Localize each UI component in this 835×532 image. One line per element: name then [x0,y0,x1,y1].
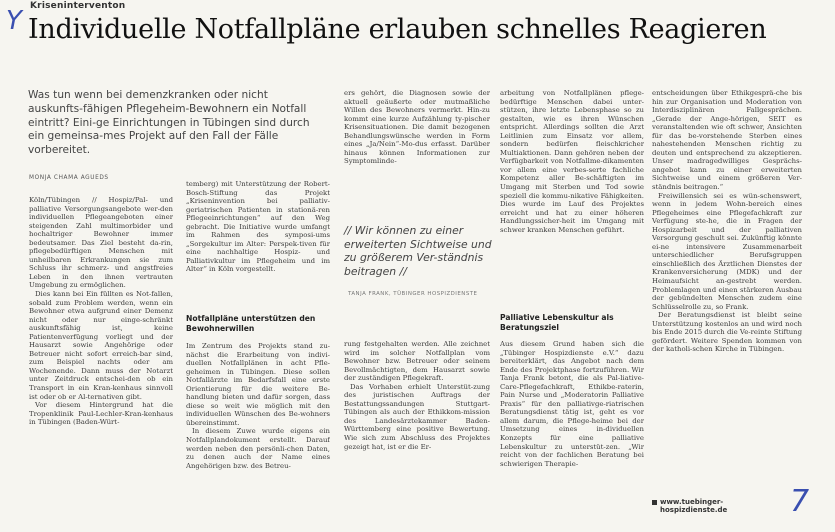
subheading-notfallplaene: Notfallpläne unterstützen den Bewohnerwillen [186,314,316,333]
paragraph: Aus diesem Grund haben sich die „Tübinger Hospizdienste e.V.“ dazu bereiterklärt, das Angebot nach dem Ende des Projektphase fortzuführen. Wir Tanja Frank betont, die als Pal-liative-Care-Pflegefachkraft, Ethikbe-raterin, Pain Nurse und „Moderatorin Palliative Praxis“ für den palliativge-riatrischen Beratungsdienst tätig ist, geht es vor allem darum, die Pflege-heime bei der Umsetzung eines in-dividuellen Konzepts für eine palliative Lebenskultur zu unterstüt-zen. „Wir reicht von der fachlichen Beratung bei schwierigen Therapie- [500,340,644,468]
bullet-square-icon [652,500,657,505]
paragraph: Vor diesem Hintergrund hat die Tropenklinik Paul-Lechler-Kran-kenhaus in Tübingen (Baden-Würt- [29,401,173,427]
paragraph: entscheidungen über Ethikgesprä-che bis hin zur Organisation und Moderation von Interdisziplinären Fallgesprächen. „Gerade der Ange-hörigen, SEIT es veranstaltenden wie oft schwer, Ansichten für das be-vorstehende Sterben eines nahestehenden Menschen richtig zu deuten und entsprechend zu akzeptieren. Unser madragedwilliges Gesprächs-angebot kann zu einer erweiterten Sichtweise und einem größeren Ver-ständnis beitragen.“ [652,89,802,192]
column-4a [500,89,644,303]
paragraph: Köln/Tübingen // Hospiz/Pal- und palliative Versorgungsangebote wer-den individuellen Pflegeangeboten einer steigenden Zahl multimorbider und hochaltriger Bewohner immer bedeutsamer. Das Ziel besteht da-rin, pflegebedürftigen Menschen mit unheilbaren Erkrankungen sie zum Schluss ihr schmerz- und angstfreies Leben in den ihnen vertrauten Umgebung zu ermöglichen. [29,196,173,290]
paragraph: rung festgehalten werden. Alle zeichnet wird im solcher Notfallplan vom Bewohner bzw. Betreuer oder seinem Bevollmächtigten, dem Hausarzt sowie der zuständigen Pflegekraft. [344,340,490,383]
column-3b [344,340,490,528]
paragraph: Im Zentrum des Projekts stand zu-nächst die Erarbeitung von indivi-duellen Notfallplänen in acht Pfle-geheimen in Tübingen. Diese sollen Notfallärzte im Bedarfsfall eine erste Orientierung für die weitere Be-handlung bieten und dafür sorgen, dass diese so weit wie möglich mit den individuellen Wünschen des Be-wohners übereinstimmt. [186,342,330,427]
paragraph: Der Beratungsdienst ist bleibt seine Unterstützung kostenlos an und wird noch bis Ende 2015 durch die Ve-reinte Stiftung gefördert. Weitere Spenden kommen von der katholi-schen Kirche in Tübingen. [652,311,802,354]
paragraph: arbeitung von Notfallplänen pflege-bedürftige Menschen dabei unter-stützen, ihre letzte Lebensphase so zu gestalten, wie es ihren Wünschen entspricht. Allerdings sollten die Arzt Leitlinien zum Einsatz vor allem, sondern bedürfen fleischkricher Multiaktionen. Dann gehören neben der Verfügbarkeit von Notfallme-dikamenten vor allem eine verbes-serte fachliche Kompetenz aller Be-schäftigten im Umgang mit Sterben und Tod sowie speziell die kommu-nikative Fähigkeiten. Dies wurde im Lauf des Projektes erreicht und hat zu einer höheren Handlungssicher-heit im Umgang mit schwer kranken Menschen geführt. [500,89,644,234]
article-lead: Was tun wenn bei demenzkranken oder nicht auskunfts-fähigen Pflegeheim-Bewohnern ein Notfall eintritt? Eini-ge Einrichtungen in Tübingen sind durch ein gemeinsa-mes Projekt auf den Fall der Fälle vorbereitet. [28,89,310,157]
page-number: 7 [790,484,810,519]
paragraph: Dies kann bei Ein füllten es Not-fallen, sobald zum Problem werden, wenn ein Bewohner etwa aufgrund einer Demenz nicht oder nur einge-schränkt auskunftsfähig ist, keine Patientenverfügung vorliegt und der Hausarzt sowie Angehörige oder Betreuer nicht sofort erreich-bar sind, zum Beispiel nachts oder am Wochenende. Dann muss der Notarzt unter Zeitdruck entschei-den ob ein Transport in ein Kran-kenhaus sinnvoll ist oder ob er Al-ternativen gibt. [29,290,173,401]
column-3a [344,89,490,199]
paragraph: ers gehört, die Diagnosen sowie der aktuell geäußerte oder mutmaßliche Willen des Bewohners vermerkt. Hin-zu kommt eine kurze Aufzählung ty-pischer Krisensituationen. Die damit bezogenen Behandlungswünsche werden in Form eines „Ja/Nein“-Mo-dus erfasst. Darüber hinaus können Informationen zur Symptomlinde- [344,89,490,166]
quote-author: TANJA FRANK, TÜBINGER HOSPIZDIENSTE [348,291,478,297]
column-4b [500,340,644,528]
article-headline: Individuelle Notfallpläne erlauben schnelles Reagieren [28,14,767,45]
pull-quote: // Wir können zu einer erweiterten Sichtweise und zu größerem Ver-ständnis beitragen // [344,224,492,278]
column-2b [186,342,330,528]
paragraph: In diesem Zuwe wurde eigens ein Notfallplandokument erstellt. Darauf werden neben den persönli-chen Daten, zu denen auch der Name eines Angehörigen bzw. des Betreu- [186,427,330,470]
section-mark-icon: Y [6,6,22,36]
paragraph: Freiwillensich sei es wün-schenswert, wenn in jedem Wohn-bereich eines Pflegeheimes eine Pflegefachkraft zur Verfügung ste-he, die in Fragen der Hospizarbeit und der palliativen Versorgung geschult sei. Zukünftig könnte ei-ne intensivere Zusammenarbeit unterschiedlicher Berufsgruppen einschließlich des Ärztlichen Dienstes der Krankenversicherung (MDK) und der Heimaufsicht an-gestrebt werden. Problemlagen und einen stärkeren Ausbau der gebündelten Menschen zudem eine Schlüsselrolle zu, so Frank. [652,191,802,311]
column-1 [29,196,173,526]
footer-url: www.tuebinger-hospizdienste.de [660,498,728,514]
column-5 [652,89,802,493]
subheading-palliative: Palliative Lebenskultur als Beratungsziel [500,313,614,332]
paragraph: Das Vorhaben erhielt Unterstüt-zung des juristischen Auftrags der Bestattungssandungen Stuttgart-Tübingen als auch der Ethikkom-mission des Landesärztekammer Baden-Württemberg eine positive Bewertung. Wie sich zum Abschluss des Projektes gezeigt hat, ist er die Er- [344,382,490,451]
article-byline: MONJA CHAMA AGUEDS [29,175,109,181]
column-2a [186,180,330,292]
section-kicker: Kriseninterventon [30,1,126,11]
paragraph: temberg) mit Unterstützung der Robert-Bosch-Stiftung das Projekt „Kriseninvention bei palliativ-geriatrischen Patienten in stationä-ren Pflegeeinrichtungen“ auf den Weg gebracht. Die Initiative wurde umfangt im Rahmen des symposi-ums „Sorgekultur im Alter: Perspek-tiven für eine nachhaltige Hospiz- und Palliativkultur im Pflegeheim und im Alter“ in Köln vorgestellt. [186,180,330,274]
